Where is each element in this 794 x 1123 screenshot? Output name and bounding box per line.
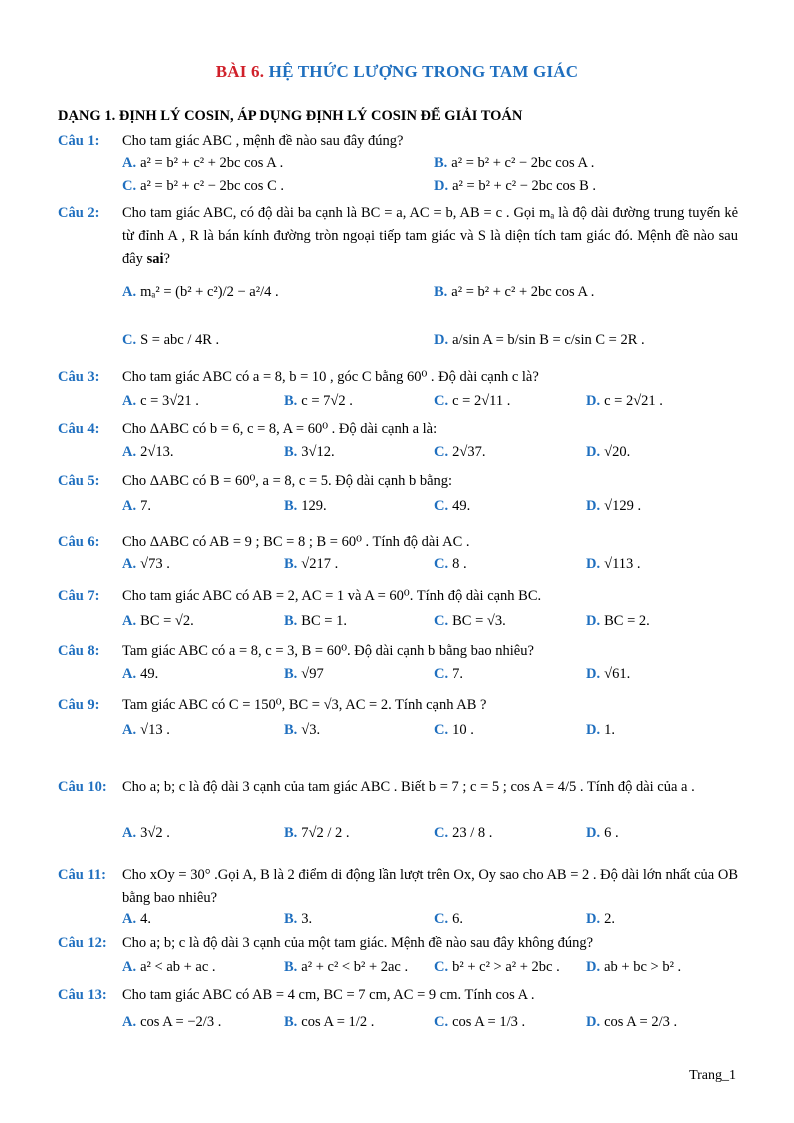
question-label: Câu 13: xyxy=(58,987,107,1003)
option-b: B. √97 xyxy=(284,666,324,682)
question-label: Câu 6: xyxy=(58,534,100,550)
option-d: D. ab + bc > b² . xyxy=(586,959,682,975)
options-q7 xyxy=(122,613,742,636)
option-d: D. a/sin A = b/sin B = c/sin C = 2R . xyxy=(434,332,645,348)
question-1 xyxy=(58,130,738,153)
option-b: B. a² = b² + c² + 2bc cos A . xyxy=(434,284,595,300)
option-a: A. 3√2 . xyxy=(122,825,170,841)
question-label: Câu 3: xyxy=(58,369,100,385)
question-5 xyxy=(58,470,738,493)
option-c: C. 8 . xyxy=(434,556,467,572)
options-q11 xyxy=(122,911,742,934)
option-a: A. 49. xyxy=(122,666,159,682)
option-c: C. 2√37. xyxy=(434,444,486,460)
option-d: D. BC = 2. xyxy=(586,613,650,629)
options-q5 xyxy=(122,498,742,521)
option-c: C. 7. xyxy=(434,666,463,682)
question-2 xyxy=(58,202,738,271)
question-text: Cho a; b; c là độ dài 3 cạnh của tam giác ABC . Biết b = 7 ; c = 5 ; cos A = 4/5 . Tính độ dài của a . xyxy=(122,779,695,795)
option-d: D. 2. xyxy=(586,911,615,927)
question-text: Tam giác ABC có C = 150⁰, BC = √3, AC = 2. Tính cạnh AB ? xyxy=(122,697,487,713)
option-b: B. 3√12. xyxy=(284,444,335,460)
option-a: A. 4. xyxy=(122,911,151,927)
option-a: A. mₐ² = (b² + c²)/2 − a²/4 . xyxy=(122,284,279,300)
option-d: D. a² = b² + c² − 2bc cos B . xyxy=(434,178,596,194)
options-q6 xyxy=(122,556,742,579)
question-text: Cho a; b; c là độ dài 3 cạnh của một tam giác. Mệnh đề nào sau đây không đúng? xyxy=(122,935,594,951)
option-a: A. 2√13. xyxy=(122,444,174,460)
option-a: A. √73 . xyxy=(122,556,170,572)
title-lesson-number: BÀI 6. xyxy=(215,62,265,81)
question-11 xyxy=(58,864,738,910)
option-b: B. √3. xyxy=(284,722,321,738)
question-label: Câu 11: xyxy=(58,867,106,883)
option-b: B. cos A = 1/2 . xyxy=(284,1014,375,1030)
options-q4 xyxy=(122,444,742,467)
option-a: A. c = 3√21 . xyxy=(122,393,199,409)
option-a: A. 7. xyxy=(122,498,151,514)
question-text: Cho tam giác ABC , mệnh đề nào sau đây đúng? xyxy=(122,133,404,149)
question-label: Câu 8: xyxy=(58,643,100,659)
question-text: Cho tam giác ABC có AB = 4 cm, BC = 7 cm, AC = 9 cm. Tính cos A . xyxy=(122,987,535,1003)
options-q9 xyxy=(122,722,742,745)
question-label: Câu 12: xyxy=(58,935,107,951)
option-d: D. c = 2√21 . xyxy=(586,393,663,409)
option-b: B. BC = 1. xyxy=(284,613,347,629)
option-a: A. cos A = −2/3 . xyxy=(122,1014,222,1030)
options-q8 xyxy=(122,666,742,689)
option-d: D. √61. xyxy=(586,666,631,682)
option-c: C. 10 . xyxy=(434,722,474,738)
option-a: A. a² = b² + c² + 2bc cos A . xyxy=(122,155,284,171)
question-label: Câu 7: xyxy=(58,588,100,604)
question-8 xyxy=(58,640,738,663)
option-d: D. 1. xyxy=(586,722,615,738)
question-7 xyxy=(58,585,738,608)
emphasis-word: sai xyxy=(146,251,164,267)
option-d: D. 6 . xyxy=(586,825,619,841)
option-d: D. √20. xyxy=(586,444,631,460)
option-c: C. 6. xyxy=(434,911,463,927)
question-text: Tam giác ABC có a = 8, c = 3, B = 60⁰. Độ dài cạnh b bằng bao nhiêu? xyxy=(122,643,534,659)
section-heading: DẠNG 1. ĐỊNH LÝ COSIN, ÁP DỤNG ĐỊNH LÝ COSIN ĐỂ GIẢI TOÁN xyxy=(58,108,523,124)
page-title xyxy=(0,62,794,82)
question-text: Cho ΔABC có AB = 9 ; BC = 8 ; B = 60⁰ . Tính độ dài AC . xyxy=(122,534,470,550)
option-a: A. √13 . xyxy=(122,722,170,738)
question-label: Câu 10: xyxy=(58,779,107,795)
question-text: Cho xOy = 30° .Gọi A, B là 2 điểm di động lần lượt trên Ox, Oy sao cho AB = 2 . Độ dài lớn nhất của OB bằng bao nhiêu? xyxy=(122,867,738,906)
option-b: B. 7√2 / 2 . xyxy=(284,825,350,841)
options-q12 xyxy=(122,959,742,982)
option-c: C. BC = √3. xyxy=(434,613,506,629)
option-c: C. c = 2√11 . xyxy=(434,393,511,409)
question-9 xyxy=(58,694,738,717)
options-q2 xyxy=(122,284,742,307)
question-text: Cho ΔABC có b = 6, c = 8, A = 60⁰ . Độ dài cạnh a là: xyxy=(122,421,438,437)
option-c: C. b² + c² > a² + 2bc . xyxy=(434,959,560,975)
options-q2-row2 xyxy=(122,332,742,355)
question-label: Câu 5: xyxy=(58,473,100,489)
option-d: D. √113 . xyxy=(586,556,641,572)
options-q1 xyxy=(122,155,742,178)
option-b: B. a² = b² + c² − 2bc cos A . xyxy=(434,155,595,171)
question-text: Cho tam giác ABC, có độ dài ba cạnh là BC = a, AC = b, AB = c . Gọi mₐ là độ dài đường trung tuyến kẻ từ đỉnh A , R là bán kính đường tròn ngoại tiếp tam giác và S là diện tích tam giác đó. Mệnh đề nào sau đây sai? xyxy=(122,205,738,267)
option-b: B. 3. xyxy=(284,911,313,927)
option-b: B. c = 7√2 . xyxy=(284,393,353,409)
options-q3 xyxy=(122,393,742,416)
option-b: B. a² + c² < b² + 2ac . xyxy=(284,959,409,975)
question-label: Câu 2: xyxy=(58,205,100,221)
page-number: Trang_1 xyxy=(689,1068,736,1083)
question-text: Cho tam giác ABC có a = 8, b = 10 , góc C bằng 60⁰ . Độ dài cạnh c là? xyxy=(122,369,539,385)
question-6 xyxy=(58,531,738,554)
question-4 xyxy=(58,418,738,441)
question-13 xyxy=(58,984,738,1007)
question-label: Câu 1: xyxy=(58,133,100,149)
options-q1-row2 xyxy=(122,178,742,201)
option-c: C. a² = b² + c² − 2bc cos C . xyxy=(122,178,284,194)
option-c: C. 23 / 8 . xyxy=(434,825,493,841)
option-c: C. S = abc / 4R . xyxy=(122,332,220,348)
question-text: Cho tam giác ABC có AB = 2, AC = 1 và A = 60⁰. Tính độ dài cạnh BC. xyxy=(122,588,542,604)
question-text: Cho ΔABC có B = 60⁰, a = 8, c = 5. Độ dài cạnh b bằng: xyxy=(122,473,453,489)
option-d: D. √129 . xyxy=(586,498,642,514)
question-label: Câu 9: xyxy=(58,697,100,713)
option-a: A. BC = √2. xyxy=(122,613,194,629)
option-b: B. 129. xyxy=(284,498,327,514)
options-q13 xyxy=(122,1014,742,1037)
title-lesson-name: HỆ THỨC LƯỢNG TRONG TAM GIÁC xyxy=(268,62,579,81)
option-a: A. a² < ab + ac . xyxy=(122,959,216,975)
question-label: Câu 4: xyxy=(58,421,100,437)
option-b: B. √217 . xyxy=(284,556,339,572)
question-10 xyxy=(58,776,738,799)
options-q10 xyxy=(122,825,742,848)
question-3 xyxy=(58,366,738,389)
question-12 xyxy=(58,932,738,955)
option-d: D. cos A = 2/3 . xyxy=(586,1014,678,1030)
option-c: C. 49. xyxy=(434,498,471,514)
option-c: C. cos A = 1/3 . xyxy=(434,1014,526,1030)
